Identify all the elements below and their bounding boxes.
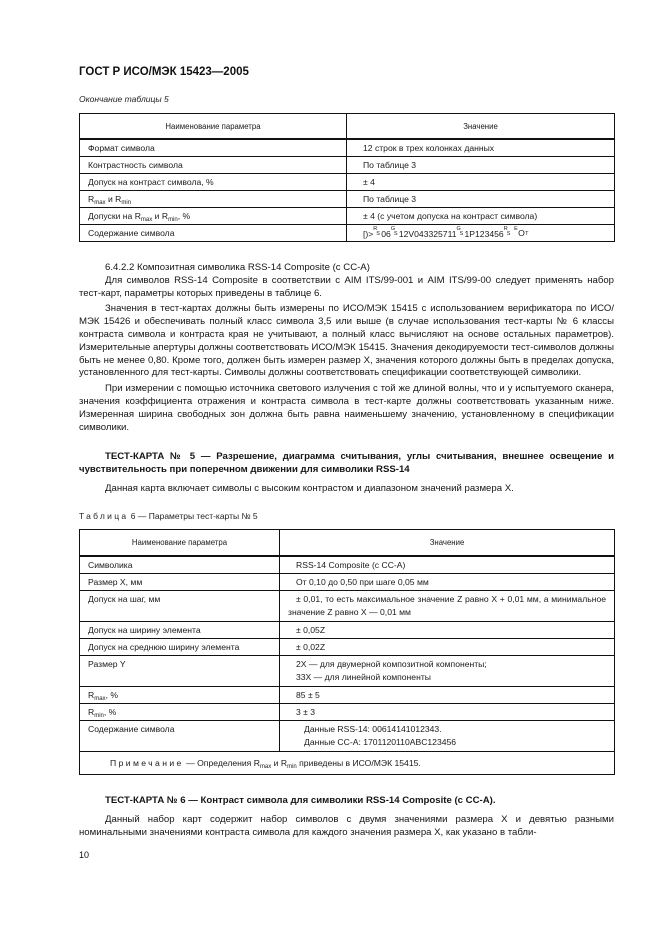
table-row [80, 721, 615, 752]
param-cell: Допуск на шаг, мм [80, 591, 280, 622]
page-number: 10 [79, 850, 90, 860]
param-cell [80, 704, 280, 721]
table-row [80, 591, 615, 622]
value-cell: ± 4 [347, 174, 615, 191]
text-fragment: , % [177, 211, 191, 221]
table-header-row [80, 530, 615, 557]
testcard-6-text: Данный набор карт содержит набор символов с двумя значениями размера X и девятью разными номинальными значениями контраста символа для каждого значения размера X, как указано в табли- [79, 813, 614, 838]
text-fragment: Допуски на R [88, 211, 141, 221]
table-row [80, 139, 615, 157]
value-cell: 12 строк в трех колонках данных [347, 139, 615, 157]
table-row [80, 704, 615, 721]
value-line: Данные RSS-14: 00614141012343. [304, 724, 442, 734]
subscript-max: max [94, 696, 106, 702]
value-cell: ± 0,02Z [280, 639, 615, 656]
subscript-min: min [287, 764, 297, 770]
value-cell: 85 ± 5 [280, 687, 615, 704]
subscript-min: min [94, 713, 104, 719]
column-header-parameter: Наименование параметра [80, 530, 280, 557]
ctrl-hi: R [503, 225, 508, 232]
text-fragment: 1P123456 [464, 228, 504, 239]
param-cell [80, 191, 347, 208]
text-fragment: и R [152, 211, 169, 221]
ctrl-hi: E [514, 225, 518, 232]
text-fragment: 12V043325711 [398, 228, 457, 239]
text-fragment: приведены в ИСО/МЭК 15415. [296, 758, 421, 768]
column-header-value: Значение [347, 114, 615, 140]
table-5-caption: Окончание таблицы 5 [79, 94, 169, 104]
text-fragment: R [88, 707, 95, 717]
table-row [80, 656, 615, 687]
value-cell: 3 ± 3 [280, 704, 615, 721]
subscript-min: min [168, 217, 178, 223]
value-cell: RSS-14 Composite (с CC-A) [280, 556, 615, 574]
subscript-min: min [121, 200, 132, 206]
section-6-4-2-2 [79, 262, 614, 434]
text-fragment: , % [103, 707, 117, 717]
eot-control-char [514, 225, 529, 238]
table-5 [79, 113, 615, 242]
ctrl-hi: G [456, 225, 461, 232]
paragraph: При измерении с помощью источника светового излучения с той же длиной волны, что и у испытуемого сканера, значения коэффициента отражения и контраста символа в тест-карте должны соответствовать указанным ниже. Измеренная ширина свободных зон должна быть равна наименьшему значению, установленному в спецификации символики. [79, 383, 614, 433]
table-row [80, 687, 615, 704]
table-row [80, 191, 615, 208]
param-cell: Содержание символа [80, 225, 347, 242]
value-cell: ± 0,05Z [280, 622, 615, 639]
value-line: 2X — для двумерной композитной компоненты; [296, 659, 487, 669]
table-row [80, 556, 615, 574]
ctrl-mid: O [518, 227, 525, 238]
rs-control-char [503, 225, 512, 238]
value-line: 33X — для линейной компоненты [296, 672, 431, 682]
text-fragment: и R [271, 758, 288, 768]
value-cell: По таблице 3 [347, 157, 615, 174]
subscript-max: max [140, 217, 153, 223]
testcard-6-heading: ТЕСТ-КАРТА № 6 — Контраст символа для символики RSS-14 Composite (с CC-A). [105, 795, 496, 806]
table-row [80, 174, 615, 191]
table-row [80, 622, 615, 639]
subscript-max: max [259, 764, 272, 770]
testcard-5-block [79, 451, 614, 495]
param-cell [80, 687, 280, 704]
column-header-value: Значение [280, 530, 615, 557]
value-cell [280, 656, 615, 687]
param-cell: Допуск на ширину элемента [80, 622, 280, 639]
ctrl-lo: S [376, 230, 380, 237]
ctrl-hi: G [390, 225, 396, 232]
testcard-6-block [79, 795, 614, 839]
table-row [80, 574, 615, 591]
gs-control-char [456, 225, 465, 238]
ctrl-lo: S [459, 230, 464, 237]
value-cell: От 0,10 до 0,50 при шаге 0,05 мм [280, 574, 615, 591]
param-cell: Символика [80, 556, 280, 574]
ctrl-lo: S [506, 230, 511, 237]
table-caption-text: 6 — Параметры тест-карты № 5 [128, 511, 258, 521]
text-fragment: R [88, 194, 95, 204]
value-cell: ± 4 (с учетом допуска на контраст символа) [347, 208, 615, 225]
table-label: Таблица [79, 511, 129, 521]
text-fragment: [)> [363, 228, 374, 239]
gs-control-char [390, 225, 399, 238]
table-row [80, 639, 615, 656]
document-header-title: ГОСТ Р ИСО/МЭК 15423—2005 [79, 66, 249, 78]
text-fragment: и R [105, 194, 122, 204]
table-note-row [80, 752, 615, 775]
section-heading: 6.4.2.2 Композитная символика RSS-14 Composite (с CC-A) [105, 262, 370, 273]
note-label: Примечание [110, 758, 184, 768]
subscript-max: max [94, 200, 106, 206]
table-note [80, 752, 615, 775]
testcard-5-heading: ТЕСТ-КАРТА № 5 — Разрешение, диаграмма считывания, углы считывания, внешнее освещение и чувствительность при поперечном движении для символики RSS-14 [79, 451, 614, 475]
testcard-5-text: Данная карта включает символы с высоким контрастом и диапазоном значений размера X. [105, 482, 514, 494]
param-cell: Формат символа [80, 139, 347, 157]
paragraph: Значения в тест-картах должны быть измерены по ИСО/МЭК 15415 с использованием верификатора по ИСО/МЭК 15426 и обеспечивать полный класс символа 3,5 или выше (в случае использования тест-карты № 6 классы контраста символа и контраста края не учитывают, а полный класс вычисляют на основе остальных параметров). Измерительные апертуры должны соответствовать ИСО/МЭК 15415. Значения декодируемости тест-символов должны быть не менее 0,80. Кроме того, должен быть измерен размер X, значения которого должны быть в пределах допуска, установленного для тест-карты. Символы должны соответствовать спецификации соответствующей символики. [79, 303, 614, 379]
column-header-parameter: Наименование параметра [80, 114, 347, 140]
param-cell: Допуск на среднюю ширину элемента [80, 639, 280, 656]
param-cell: Допуск на контраст символа, % [80, 174, 347, 191]
table-6-caption [79, 511, 258, 521]
text-fragment: 06 [381, 228, 391, 239]
text-fragment: — Определения R [183, 758, 260, 768]
table-row [80, 225, 615, 242]
text-fragment: R [88, 690, 95, 700]
table-header-row [80, 114, 615, 140]
value-cell: ± 0,01, то есть максимальное значение Z равно X + 0,01 мм, а минимальное значение Z равно X — 0,01 мм [280, 591, 615, 622]
ctrl-hi: R [373, 225, 378, 232]
ctrl-lo: S [393, 230, 398, 237]
value-cell: По таблице 3 [347, 191, 615, 208]
value-line: Данные CC-A: 1701120110ABC123456 [304, 737, 457, 747]
table-row [80, 208, 615, 225]
paragraph: Для символов RSS-14 Composite в соответствии с AIM ITS/99-001 и AIM ITS/99-00 следует применять набор тест-карт, параметры которых приведены в таблице 6. [79, 274, 614, 299]
table-6 [79, 529, 615, 775]
value-cell [280, 721, 615, 752]
table-row [80, 157, 615, 174]
param-cell [80, 208, 347, 225]
ctrl-lo: T [525, 230, 529, 237]
param-cell: Размер X, мм [80, 574, 280, 591]
param-cell: Контрастность символа [80, 157, 347, 174]
rs-control-char [373, 225, 381, 238]
symbol-content-cell [347, 225, 615, 242]
text-fragment: , % [105, 690, 118, 700]
param-cell: Содержание символа [80, 721, 280, 752]
param-cell: Размер Y [80, 656, 280, 687]
